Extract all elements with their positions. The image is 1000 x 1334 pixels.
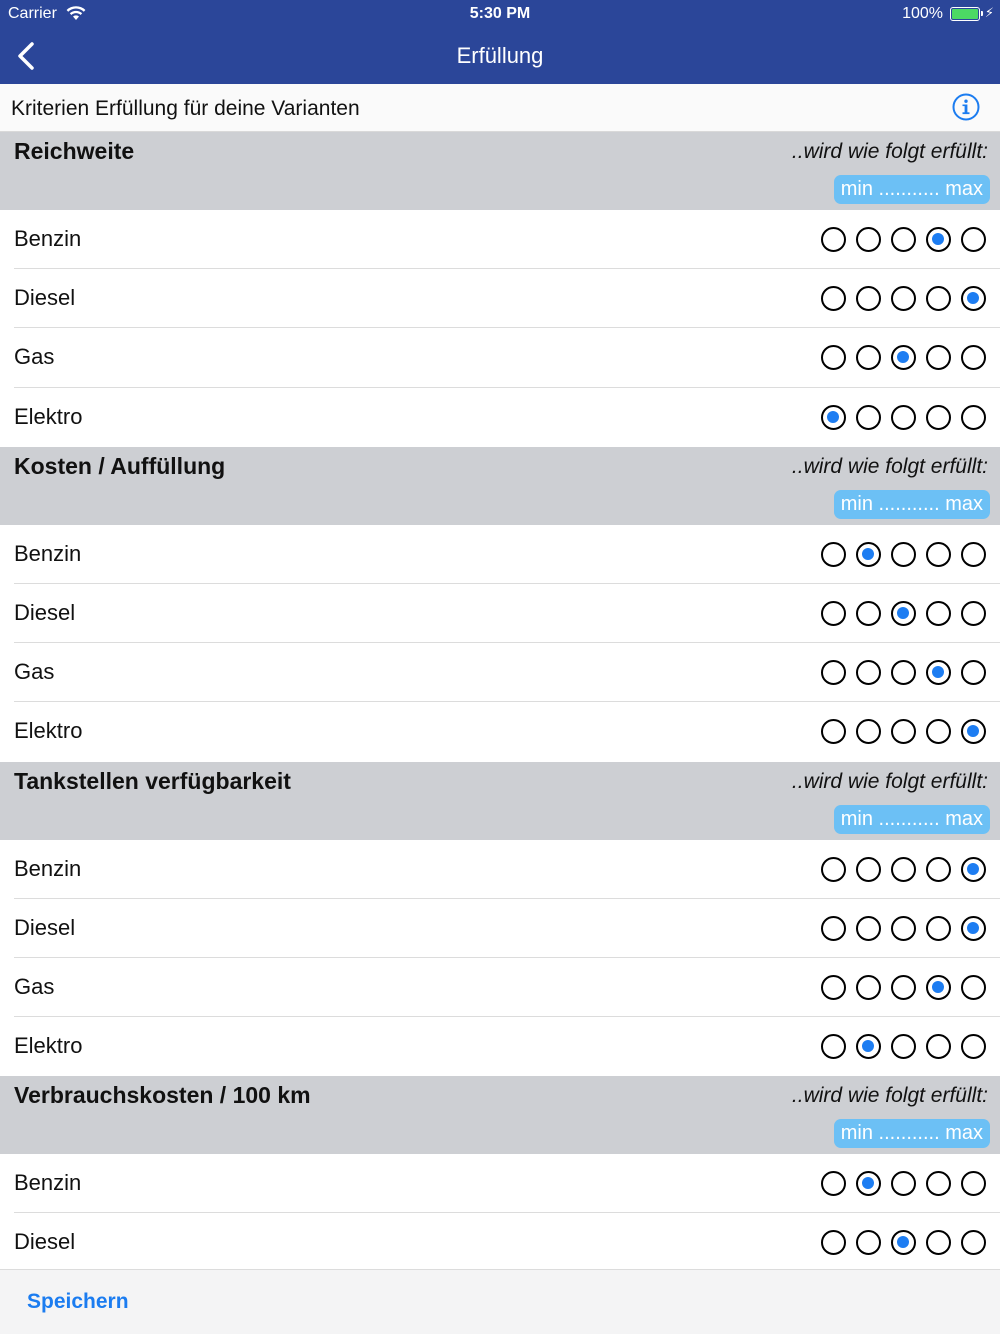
rating-radio-5[interactable] [961, 975, 986, 1000]
rating-radio-3[interactable] [891, 1171, 916, 1196]
section-header [0, 762, 1000, 840]
rating-radio-1[interactable] [821, 1034, 846, 1059]
rating-radio-5[interactable] [961, 1034, 986, 1059]
rating-radio-1[interactable] [821, 975, 846, 1000]
section-title: Kosten / Auffüllung [14, 452, 226, 479]
rating-radio-group[interactable] [811, 1171, 986, 1197]
intro-text: Kriterien Erfüllung für deine Varianten [11, 97, 360, 120]
variant-label: Gas [14, 973, 55, 999]
rating-radio-3[interactable] [891, 1034, 916, 1059]
rating-radio-1[interactable] [821, 227, 846, 252]
section-hint: ..wird wie folgt erfüllt: [791, 140, 988, 163]
rating-radio-1[interactable] [821, 916, 846, 941]
variant-label: Elektro [14, 718, 83, 744]
section-title: Tankstellen verfügbarkeit [14, 767, 291, 794]
rating-row [0, 840, 1000, 899]
rating-radio-2[interactable] [856, 1230, 881, 1255]
section-hint: ..wird wie folgt erfüllt: [791, 454, 988, 478]
rating-row [0, 643, 1000, 702]
rating-row [0, 1213, 1000, 1269]
scale-badge: min ........... max [834, 805, 990, 834]
variant-label: Diesel [14, 1229, 76, 1255]
rating-radio-2[interactable] [856, 542, 881, 567]
section-hint: ..wird wie folgt erfüllt: [791, 1084, 988, 1108]
save-button[interactable]: Speichern [27, 1290, 129, 1313]
variant-label: Elektro [14, 1033, 83, 1059]
rating-radio-group[interactable] [811, 1230, 986, 1256]
rating-row [0, 525, 1000, 584]
rating-radio-2[interactable] [856, 405, 881, 430]
rating-radio-1[interactable] [821, 660, 846, 685]
scale-badge: min ........... max [834, 490, 990, 519]
rating-radio-1[interactable] [821, 601, 846, 626]
rating-row [0, 210, 1000, 269]
rating-radio-2[interactable] [856, 916, 881, 941]
rating-radio-3[interactable] [891, 286, 916, 311]
variant-label: Benzin [14, 1170, 82, 1196]
rating-radio-2[interactable] [856, 1034, 881, 1059]
rating-radio-2[interactable] [856, 345, 881, 370]
rating-radio-4[interactable] [926, 719, 951, 744]
rating-radio-5[interactable] [961, 916, 986, 941]
rating-radio-4[interactable] [926, 660, 951, 685]
rating-radio-3[interactable] [891, 601, 916, 626]
rating-radio-1[interactable] [821, 1171, 846, 1196]
variant-label: Diesel [14, 285, 76, 311]
variant-label: Benzin [14, 540, 82, 566]
rating-row [0, 899, 1000, 958]
rating-radio-group[interactable] [811, 345, 986, 371]
rating-radio-3[interactable] [891, 857, 916, 882]
rating-radio-group[interactable] [811, 857, 986, 883]
rating-radio-group[interactable] [811, 286, 986, 312]
section-header [0, 1076, 1000, 1154]
rating-radio-5[interactable] [961, 1230, 986, 1255]
rating-radio-1[interactable] [821, 345, 846, 370]
rating-radio-group[interactable] [811, 405, 986, 431]
rating-radio-group[interactable] [811, 227, 986, 253]
status-bar [0, 0, 1000, 28]
rating-radio-5[interactable] [961, 345, 986, 370]
rating-row [0, 388, 1000, 447]
info-icon[interactable] [952, 93, 980, 121]
rating-radio-3[interactable] [891, 719, 916, 744]
rating-radio-5[interactable] [961, 660, 986, 685]
rating-row [0, 702, 1000, 761]
rating-radio-5[interactable] [961, 1171, 986, 1196]
navigation-bar [0, 28, 1000, 84]
rating-radio-1[interactable] [821, 857, 846, 882]
rating-radio-2[interactable] [856, 975, 881, 1000]
carrier-label: Carrier [8, 5, 57, 22]
rating-radio-3[interactable] [891, 916, 916, 941]
rating-radio-5[interactable] [961, 719, 986, 744]
rating-radio-group[interactable] [811, 601, 986, 627]
variant-label: Gas [14, 659, 55, 685]
section-hint: ..wird wie folgt erfüllt: [791, 769, 988, 793]
rating-radio-2[interactable] [856, 660, 881, 685]
rating-radio-5[interactable] [961, 601, 986, 626]
rating-radio-2[interactable] [856, 601, 881, 626]
rating-radio-4[interactable] [926, 857, 951, 882]
rating-radio-group[interactable] [811, 660, 986, 686]
page-title: Erfüllung [456, 43, 544, 68]
status-time: 5:30 PM [469, 5, 531, 22]
rating-radio-3[interactable] [891, 345, 916, 370]
rating-radio-5[interactable] [961, 542, 986, 567]
rating-radio-2[interactable] [856, 227, 881, 252]
variant-label: Gas [14, 344, 55, 370]
variant-label: Diesel [14, 599, 76, 625]
rating-radio-2[interactable] [856, 1171, 881, 1196]
bottom-toolbar [0, 1269, 1000, 1334]
variant-label: Benzin [14, 226, 82, 251]
variant-label: Elektro [14, 403, 83, 429]
section-title: Reichweite [14, 138, 135, 164]
rating-radio-3[interactable] [891, 227, 916, 252]
rating-radio-3[interactable] [891, 975, 916, 1000]
section-title: Verbrauchskosten / 100 km [14, 1082, 311, 1109]
section-header [0, 132, 1000, 210]
rating-row [0, 1017, 1000, 1076]
rating-radio-1[interactable] [821, 719, 846, 744]
rating-radio-4[interactable] [926, 975, 951, 1000]
rating-radio-2[interactable] [856, 857, 881, 882]
rating-radio-group[interactable] [811, 975, 986, 1001]
rating-radio-2[interactable] [856, 719, 881, 744]
section-header [0, 447, 1000, 525]
rating-radio-4[interactable] [926, 345, 951, 370]
rating-radio-5[interactable] [961, 227, 986, 252]
rating-row [0, 328, 1000, 387]
rating-radio-4[interactable] [926, 1034, 951, 1059]
rating-radio-1[interactable] [821, 286, 846, 311]
rating-radio-3[interactable] [891, 405, 916, 430]
rating-radio-1[interactable] [821, 1230, 846, 1255]
rating-radio-1[interactable] [821, 542, 846, 567]
rating-radio-3[interactable] [891, 1230, 916, 1255]
rating-radio-group[interactable] [811, 542, 986, 568]
criteria-list[interactable] [0, 132, 1000, 1269]
rating-radio-4[interactable] [926, 916, 951, 941]
rating-row [0, 1154, 1000, 1213]
rating-radio-3[interactable] [891, 660, 916, 685]
rating-radio-group[interactable] [811, 916, 986, 942]
rating-radio-4[interactable] [926, 286, 951, 311]
rating-radio-5[interactable] [961, 286, 986, 311]
rating-radio-group[interactable] [811, 719, 986, 745]
rating-row [0, 958, 1000, 1017]
rating-radio-4[interactable] [926, 542, 951, 567]
battery-percent: 100% [902, 5, 943, 22]
rating-radio-4[interactable] [926, 227, 951, 252]
rating-radio-group[interactable] [811, 1034, 986, 1060]
rating-radio-4[interactable] [926, 405, 951, 430]
scale-badge: min ........... max [834, 175, 990, 204]
battery-icon [950, 7, 980, 21]
intro-banner [0, 84, 1000, 132]
rating-radio-5[interactable] [961, 857, 986, 882]
charging-bolt-icon: ⚡ [984, 5, 994, 20]
variant-label: Diesel [14, 914, 76, 940]
rating-row [0, 269, 1000, 328]
rating-row [0, 584, 1000, 643]
rating-radio-2[interactable] [856, 286, 881, 311]
rating-radio-5[interactable] [961, 405, 986, 430]
scale-badge: min ........... max [834, 1119, 990, 1148]
rating-radio-4[interactable] [926, 601, 951, 626]
rating-radio-3[interactable] [891, 542, 916, 567]
rating-radio-4[interactable] [926, 1171, 951, 1196]
variant-label: Benzin [14, 855, 82, 881]
rating-radio-1[interactable] [821, 405, 846, 430]
rating-radio-4[interactable] [926, 1230, 951, 1255]
